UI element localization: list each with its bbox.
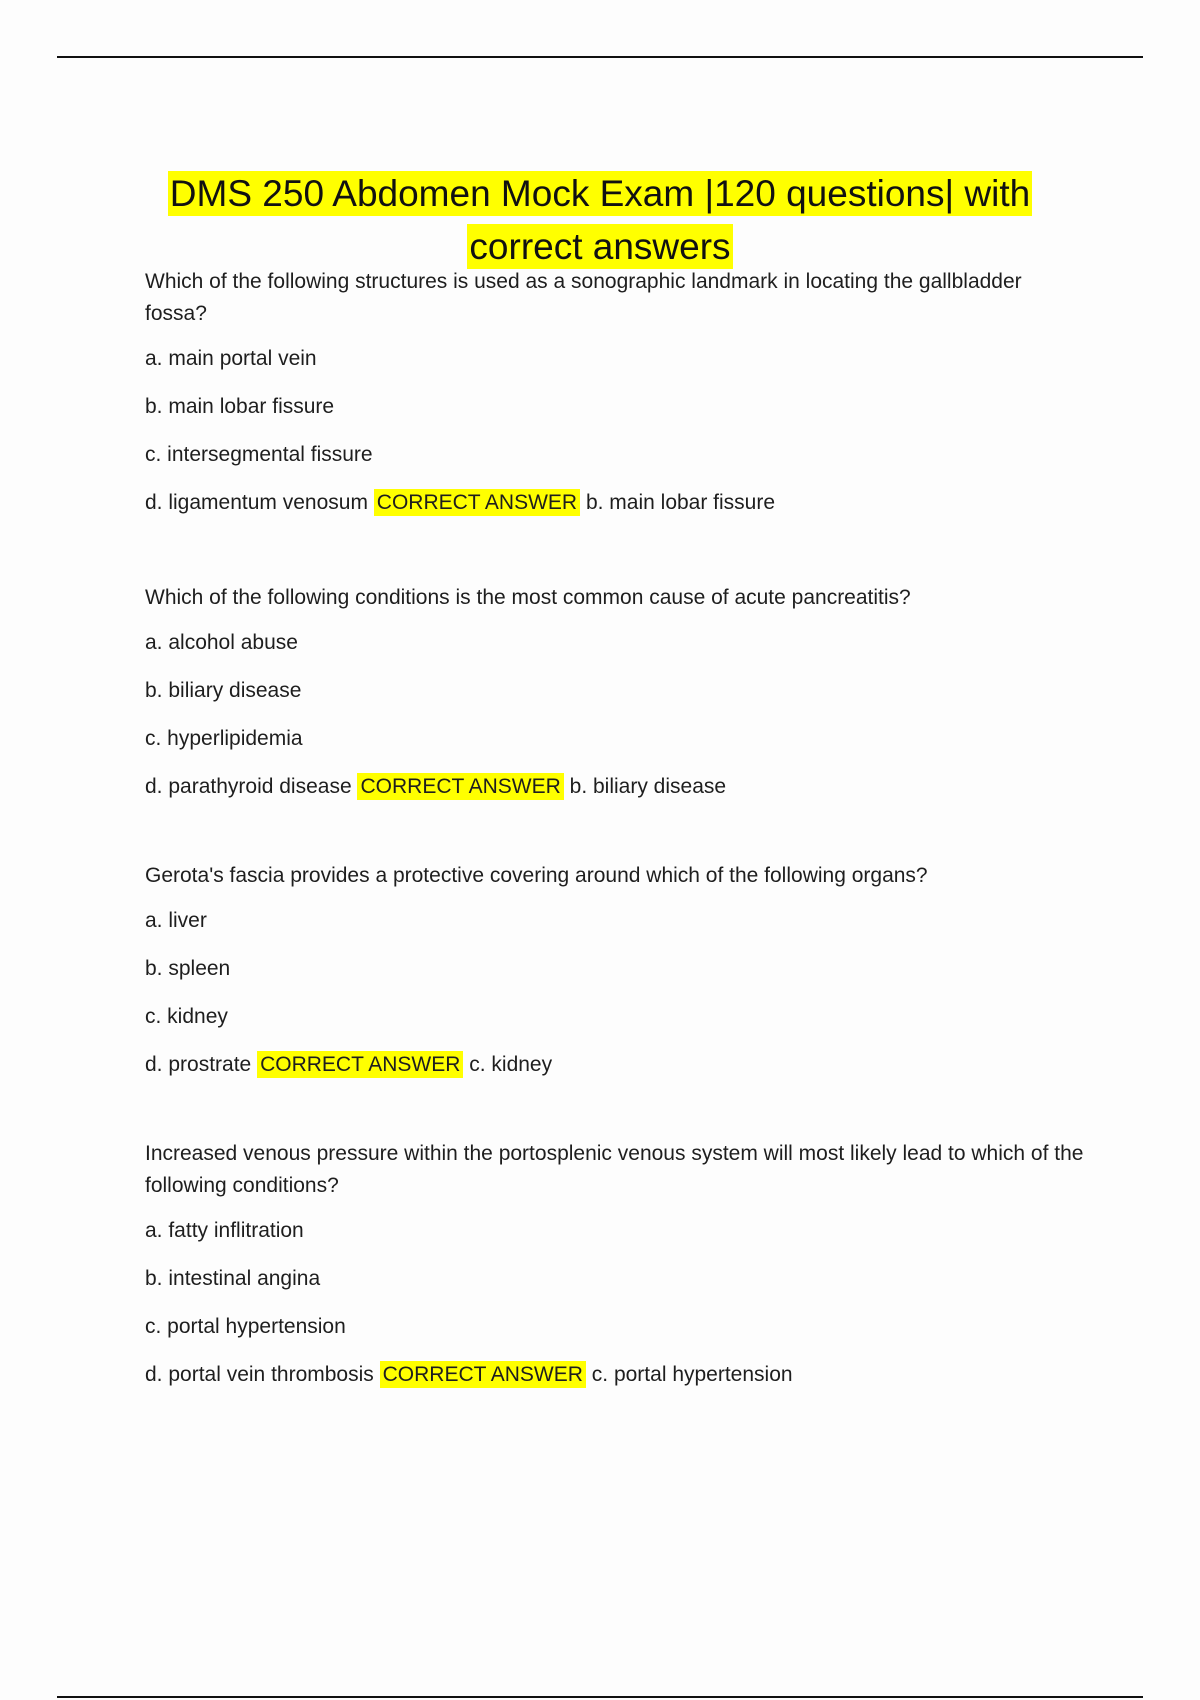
questions-list: [145, 266, 1085, 1390]
option-d-with-answer: [145, 1050, 1085, 1080]
correct-answer-label: CORRECT ANSWER: [380, 1361, 586, 1388]
correct-answer-label: CORRECT ANSWER: [357, 773, 563, 800]
option-a: a. main portal vein: [145, 347, 317, 370]
option-c: c. intersegmental fissure: [145, 443, 373, 466]
option-d: d. portal vein thrombosis: [145, 1363, 374, 1386]
correct-answer-label: CORRECT ANSWER: [257, 1051, 463, 1078]
option-c: c. portal hypertension: [145, 1315, 346, 1338]
option-a: a. liver: [145, 909, 207, 932]
question-3: [145, 860, 1085, 1080]
option-d: d. ligamentum venosum: [145, 491, 368, 514]
option-d: d. parathyroid disease: [145, 775, 352, 798]
option-b: b. intestinal angina: [145, 1267, 321, 1290]
question-text: Which of the following structures is used as a sonographic landmark in locating the gallbladder fossa?: [145, 270, 1022, 325]
question-1: [145, 266, 1085, 518]
option-d-with-answer: [145, 1360, 1085, 1390]
option-b: b. biliary disease: [145, 679, 302, 702]
option-a: a. fatty inflitration: [145, 1219, 304, 1242]
correct-answer-value: c. portal hypertension: [591, 1363, 793, 1386]
correct-answer-value: b. main lobar fissure: [585, 491, 776, 514]
option-a: a. alcohol abuse: [145, 631, 298, 654]
option-b: b. spleen: [145, 957, 231, 980]
question-4: [145, 1138, 1085, 1390]
option-c: c. kidney: [145, 1005, 228, 1028]
option-d-with-answer: [145, 772, 1085, 802]
title-line-2: correct answers: [469, 225, 731, 267]
option-b: b. main lobar fissure: [145, 395, 335, 418]
correct-answer-value: b. biliary disease: [569, 775, 727, 798]
document-title: [150, 167, 1050, 273]
option-d: d. prostrate: [145, 1053, 252, 1076]
question-2: [145, 582, 1085, 802]
correct-answer-value: c. kidney: [469, 1053, 553, 1076]
option-c: c. hyperlipidemia: [145, 727, 303, 750]
footer-rule: [57, 1696, 1143, 1698]
question-text: Increased venous pressure within the portosplenic venous system will most likely lead to which of the following conditions?: [145, 1142, 1084, 1197]
correct-answer-label: CORRECT ANSWER: [374, 489, 580, 516]
question-text: Which of the following conditions is the most common cause of acute pancreatitis?: [145, 586, 911, 609]
option-d-with-answer: [145, 488, 1085, 518]
question-text: Gerota's fascia provides a protective covering around which of the following organs?: [145, 864, 928, 887]
header-rule: [57, 56, 1143, 58]
title-line-1: DMS 250 Abdomen Mock Exam |120 questions| with: [169, 172, 1031, 214]
